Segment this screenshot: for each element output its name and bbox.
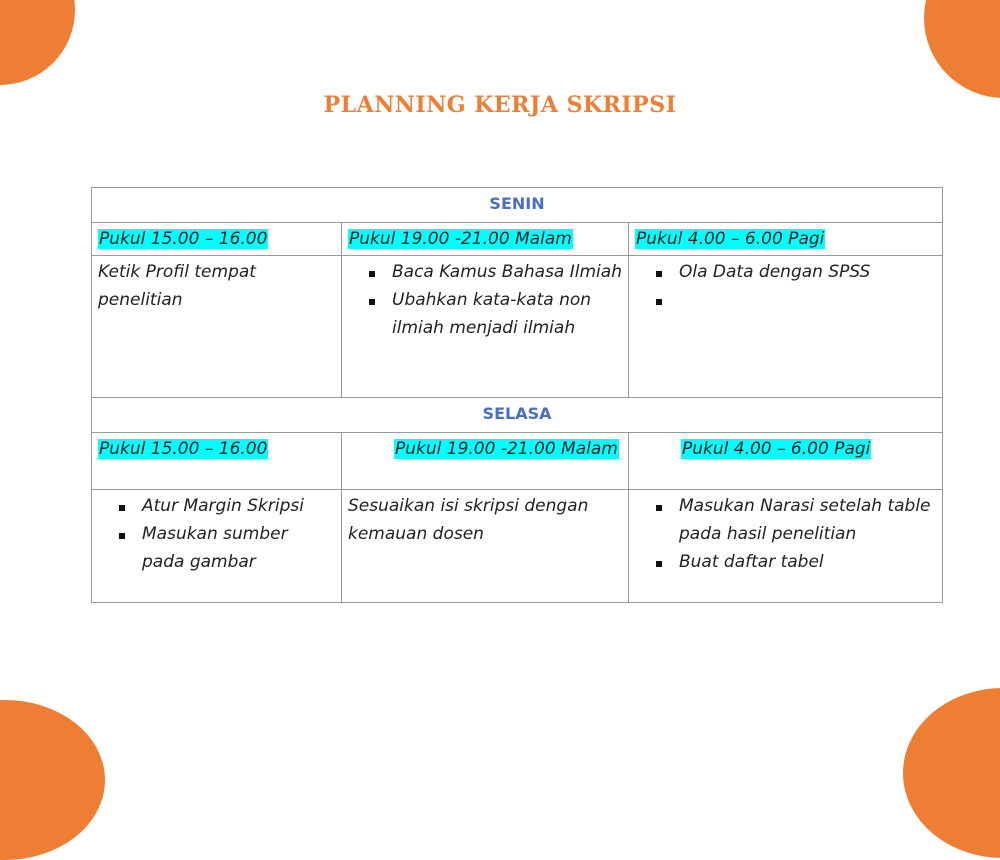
list-item: Baca Kamus Bahasa Ilmiah	[392, 258, 622, 286]
task-row-selasa	[92, 490, 943, 603]
time-cell	[629, 433, 943, 490]
list-item	[679, 286, 936, 314]
day-row-senin	[92, 188, 943, 223]
list-item: Masukan Narasi setelah table pada hasil penelitian	[679, 492, 936, 548]
list-item: Ubahkan kata-kata non ilmiah menjadi ilmiah	[392, 286, 622, 342]
task-text: Ketik Profil tempat penelitian	[98, 262, 256, 310]
schedule-table	[91, 187, 943, 603]
list-item: Ola Data dengan SPSS	[679, 258, 936, 286]
day-label: SENIN	[489, 194, 545, 213]
time-label: Pukul 15.00 – 16.00	[99, 439, 268, 459]
task-list	[635, 492, 936, 576]
task-cell	[342, 490, 629, 603]
day-header-senin	[92, 188, 943, 223]
time-row-senin	[92, 223, 943, 256]
decor-circle-bottom-right	[903, 688, 1000, 858]
task-list	[98, 492, 335, 576]
task-list	[635, 258, 936, 314]
task-text: Sesuaikan isi skripsi dengan kemauan dosen	[348, 496, 589, 544]
day-label: SELASA	[482, 404, 552, 423]
time-label: Pukul 15.00 – 16.00	[99, 229, 268, 249]
list-item: Buat daftar tabel	[679, 548, 936, 576]
time-label: Pukul 4.00 – 6.00 Pagi	[636, 229, 825, 249]
time-label: Pukul 19.00 -21.00 Malam	[349, 229, 572, 249]
time-label: Pukul 19.00 -21.00 Malam	[395, 439, 618, 459]
time-cell	[342, 433, 629, 490]
time-cell	[342, 223, 629, 256]
task-cell	[342, 256, 629, 398]
task-cell	[629, 490, 943, 603]
time-cell	[92, 223, 342, 256]
decor-circle-bottom-left	[0, 700, 105, 860]
task-row-senin	[92, 256, 943, 398]
decor-circle-top-right	[924, 0, 1000, 98]
list-item: Atur Margin Skripsi	[142, 492, 335, 520]
decor-circle-top-left	[0, 0, 75, 85]
task-cell	[92, 490, 342, 603]
day-header-selasa	[92, 398, 943, 433]
task-cell	[629, 256, 943, 398]
list-item: Masukan sumber pada gambar	[142, 520, 335, 576]
time-cell	[629, 223, 943, 256]
page-title: PLANNING KERJA SKRIPSI	[323, 92, 677, 118]
day-row-selasa	[92, 398, 943, 433]
task-cell	[92, 256, 342, 398]
time-cell	[92, 433, 342, 490]
task-list	[348, 258, 622, 342]
time-row-selasa	[92, 433, 943, 490]
time-label: Pukul 4.00 – 6.00 Pagi	[682, 439, 871, 459]
